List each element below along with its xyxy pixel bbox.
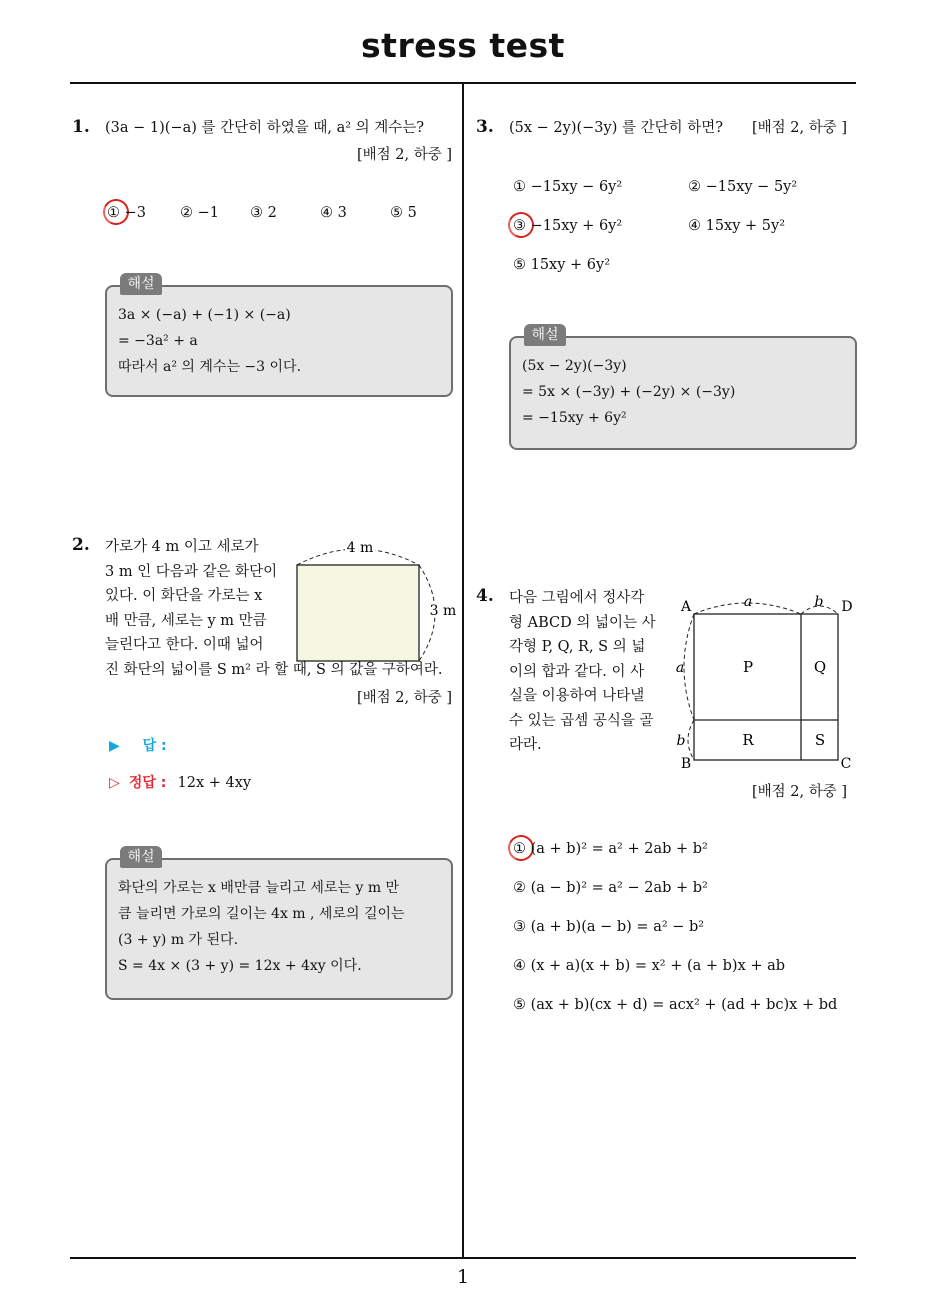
q1-number: 1.	[72, 117, 90, 137]
q1-solution-tag: 해설	[120, 273, 162, 295]
q2-question-line: 진 화단의 넓이를 S m² 라 할 때, S 의 값을 구하여라.	[105, 661, 443, 678]
correct-answer-line	[109, 772, 251, 793]
q2-question-line: 있다. 이 화단을 가로는 x	[105, 588, 263, 604]
region-q-label: Q	[813, 658, 827, 676]
q1-question: (3a − 1)(−a) 를 간단히 하였을 때, a² 의 계수는?	[105, 120, 425, 136]
q4-question-line: 각형 P, Q, R, S 의 넓	[509, 639, 646, 655]
corner-d-label: D	[841, 599, 853, 615]
q4-question-line: 수 있는 곱셈 공식을 골	[509, 712, 654, 729]
q4-choice-1[interactable]: ① (a + b)² = a² + 2ab + b²	[513, 841, 708, 857]
corner-c-label: C	[840, 756, 852, 772]
footer-rule	[70, 1257, 856, 1259]
q1-solution-line: 따라서 a² 의 계수는 −3 이다.	[118, 359, 302, 375]
q1-choice-5[interactable]: ⑤ 5	[390, 205, 417, 221]
q4-choice-3[interactable]: ③ (a + b)(a − b) = a² − b²	[513, 919, 705, 935]
q4-choice-4[interactable]: ④ (x + a)(x + b) = x² + (a + b)x + ab	[513, 958, 786, 974]
corner-b-label: B	[680, 756, 692, 772]
top-b-label: b	[814, 594, 824, 610]
flowerbed-figure	[285, 535, 460, 665]
top-a-label: a	[743, 594, 753, 610]
q3-choice-2[interactable]: ② −15xy − 5y²	[688, 179, 798, 195]
answer-label: 답 :	[142, 738, 167, 754]
q3-solution-line: = −15xy + 6y²	[522, 410, 627, 426]
q4-choice-2[interactable]: ② (a − b)² = a² − 2ab + b²	[513, 880, 708, 896]
q1-solution-line: 3a × (−a) + (−1) × (−a)	[118, 307, 291, 323]
q3-choice-1[interactable]: ① −15xy − 6y²	[513, 179, 623, 195]
q4-question-line: 실을 이용하여 나타낼	[509, 688, 645, 704]
q2-solution-line: 화단의 가로는 x 배만큼 늘리고 세로는 y m 만	[118, 880, 400, 896]
q1-choice-1[interactable]: ① −3	[107, 205, 146, 221]
q4-question-line: 형 ABCD 의 넓이는 사	[509, 614, 656, 631]
correct-answer-icon: ▷	[109, 775, 120, 791]
q2-solution-line: S = 4x × (3 + y) = 12x + 4xy 이다.	[118, 958, 362, 974]
q4-question-line: 라라.	[509, 737, 542, 753]
page-title: stress test	[361, 26, 565, 65]
q1-choice-4[interactable]: ④ 3	[320, 205, 347, 221]
q4-number: 4.	[476, 586, 494, 606]
flowerbed-rectangle	[297, 565, 419, 661]
region-p-label: P	[742, 658, 754, 676]
q2-question-line: 늘린다고 한다. 이때 넓어	[105, 637, 264, 653]
q3-meta: [배점 2, 하중 ]	[752, 120, 848, 136]
width-label: 4 m	[346, 540, 374, 556]
q2-solution-tag: 해설	[120, 846, 162, 868]
q3-solution-text	[522, 353, 735, 431]
q1-meta: [배점 2, 하중 ]	[356, 147, 452, 163]
q2-question-line: 가로가 4 m 이고 세로가	[105, 539, 259, 555]
q2-solution-line: 큼 늘리면 가로의 길이는 4x m , 세로의 길이는	[118, 906, 405, 922]
q2-number: 2.	[72, 535, 90, 555]
left-a-arc	[684, 614, 694, 720]
correct-answer-label: 정답 :	[128, 775, 167, 791]
region-r-label: R	[742, 731, 754, 749]
q4-question-line: 이의 합과 같다. 이 사	[509, 663, 645, 680]
q3-solution-line: (5x − 2y)(−3y)	[522, 358, 627, 374]
square-abcd-figure	[672, 590, 856, 775]
q2-question-line: 3 m 인 다음과 같은 화단이	[105, 563, 278, 580]
q2-solution-text	[118, 875, 405, 979]
region-s-label: S	[814, 731, 826, 749]
left-a-label: a	[675, 660, 685, 676]
q2-solution-line: (3 + y) m 가 된다.	[118, 932, 239, 948]
q4-choice-5[interactable]: ⑤ (ax + b)(cx + d) = acx² + (ad + bc)x + bd	[513, 997, 838, 1013]
q3-question: (5x − 2y)(−3y) 를 간단히 하면?	[509, 120, 724, 136]
corner-a-label: A	[680, 599, 692, 615]
q1-solution-text	[118, 302, 301, 380]
q1-choice-2[interactable]: ② −1	[180, 205, 219, 221]
q3-choice-5[interactable]: ⑤ 15xy + 6y²	[513, 257, 611, 273]
q2-meta: [배점 2, 하중 ]	[356, 690, 452, 706]
q2-question-line: 배 만큼, 세로는 y m 만큼	[105, 612, 267, 629]
column-divider	[462, 84, 464, 1258]
left-b-arc	[688, 720, 694, 760]
q3-solution-line: = 5x × (−3y) + (−2y) × (−3y)	[522, 384, 736, 400]
q3-solution-tag: 해설	[524, 324, 566, 346]
left-b-label: b	[676, 733, 686, 749]
answer-arrow-icon: ▶	[109, 738, 120, 754]
correct-answer-value: 12x + 4xy	[177, 775, 252, 791]
page-number: 1	[456, 1266, 470, 1288]
answer-line	[109, 735, 167, 755]
q4-question-line: 다음 그림에서 정사각	[509, 590, 645, 606]
q3-number: 3.	[476, 117, 494, 137]
height-label: 3 m	[429, 603, 457, 619]
q1-choice-3[interactable]: ③ 2	[250, 205, 277, 221]
q1-solution-line: = −3a² + a	[118, 333, 198, 349]
q3-choice-4[interactable]: ④ 15xy + 5y²	[688, 218, 786, 234]
q4-question	[509, 586, 656, 758]
q3-choice-3[interactable]: ③ −15xy + 6y²	[513, 218, 623, 234]
q4-meta: [배점 2, 하중 ]	[752, 784, 848, 800]
